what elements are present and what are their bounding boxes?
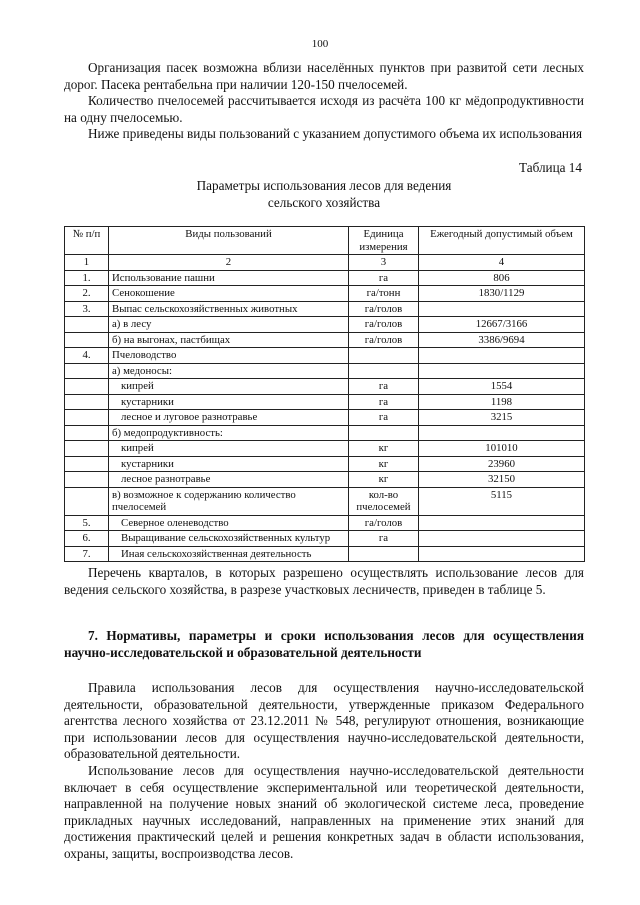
table-row <box>65 301 585 317</box>
table-row <box>65 472 585 488</box>
page-number: 100 <box>311 38 329 50</box>
numbering-cell: 2 <box>109 255 349 271</box>
row-value: 12667/3166 <box>419 317 585 333</box>
row-usage-type: Пчеловодство <box>109 348 349 364</box>
row-number <box>65 441 109 457</box>
numbering-cell: 3 <box>349 255 419 271</box>
table-row <box>65 348 585 364</box>
row-value: 806 <box>419 270 585 286</box>
table-row <box>65 546 585 562</box>
row-usage-type: лесное и луговое разнотравье <box>109 410 349 426</box>
row-usage-type: лесное разнотравье <box>109 472 349 488</box>
row-unit: га <box>349 394 419 410</box>
row-usage-type: кипрей <box>109 441 349 457</box>
row-unit: га <box>349 531 419 547</box>
table-label: Таблица 14 <box>519 160 582 175</box>
row-value <box>419 363 585 379</box>
table-row <box>65 456 585 472</box>
table-row <box>65 332 585 348</box>
row-unit: га/голов <box>349 301 419 317</box>
table-row <box>65 394 585 410</box>
row-number <box>65 472 109 488</box>
after-table-paragraph: Перечень кварталов, в которых разрешено осуществлять использование лесов для ведения сельского хозяйства, в разрезе участковых лесничеств, приведен в таблице 5. <box>64 565 584 597</box>
table-row <box>65 286 585 302</box>
row-number: 6. <box>65 531 109 547</box>
numbering-cell: 1 <box>65 255 109 271</box>
row-value: 3386/9694 <box>419 332 585 348</box>
row-unit: га/голов <box>349 317 419 333</box>
row-unit: га/голов <box>349 515 419 531</box>
row-number: 1. <box>65 270 109 286</box>
usage-parameters-table <box>64 226 585 562</box>
section-title: 7. Нормативы, параметры и сроки использования лесов для осуществления научно-исследовательской и образовательной деятельности <box>64 628 584 660</box>
table-row <box>65 363 585 379</box>
table-title-line-1: Параметры использования лесов для ведения <box>196 178 452 193</box>
table-row <box>65 270 585 286</box>
row-number <box>65 410 109 426</box>
row-number: 2. <box>65 286 109 302</box>
row-usage-type: Выращивание сельскохозяйственных культур <box>109 531 349 547</box>
row-unit: га <box>349 410 419 426</box>
row-number <box>65 487 109 515</box>
row-unit: га <box>349 270 419 286</box>
table-title-line-2: сельского хозяйства <box>267 195 381 210</box>
row-value <box>419 531 585 547</box>
row-number: 4. <box>65 348 109 364</box>
row-unit <box>349 425 419 441</box>
row-usage-type: кипрей <box>109 379 349 395</box>
row-value <box>419 348 585 364</box>
table-row <box>65 317 585 333</box>
row-unit: кол-во пчелосемей <box>349 487 419 515</box>
header-unit: Единица измерения <box>349 227 419 255</box>
table-row <box>65 410 585 426</box>
table-row <box>65 425 585 441</box>
row-number: 7. <box>65 546 109 562</box>
row-usage-type: Выпас сельскохозяйственных животных <box>109 301 349 317</box>
row-unit: га/тонн <box>349 286 419 302</box>
row-value: 1830/1129 <box>419 286 585 302</box>
row-number <box>65 317 109 333</box>
row-usage-type: кустарники <box>109 394 349 410</box>
header-number: № п/п <box>65 227 109 255</box>
header-annual-volume: Ежегодный допустимый объем <box>419 227 585 255</box>
row-unit: кг <box>349 441 419 457</box>
row-number <box>65 363 109 379</box>
row-value <box>419 301 585 317</box>
row-unit <box>349 363 419 379</box>
table-row <box>65 379 585 395</box>
row-usage-type: Использование пашни <box>109 270 349 286</box>
row-value: 5115 <box>419 487 585 515</box>
row-number <box>65 332 109 348</box>
row-unit: кг <box>349 472 419 488</box>
section-paragraph-2: Использование лесов для осуществления научно-исследовательской деятельности включает в себя осуществление экспериментальной или теоретической деятельности, направленной на получение новых знаний об экологической системе леса, проведение прикладных научных исследований, направленных на применение этих знаний для достижения практический целей и решения конкретных задач в области использования, охраны, защиты, воспроизводства лесов. <box>64 763 584 861</box>
row-number <box>65 394 109 410</box>
table-header-row <box>65 227 585 255</box>
table-row <box>65 515 585 531</box>
row-usage-type: б) медопродуктивность: <box>109 425 349 441</box>
table-row <box>65 487 585 515</box>
row-value <box>419 425 585 441</box>
row-usage-type: Иная сельскохозяйственная деятельность <box>109 546 349 562</box>
row-unit: га/голов <box>349 332 419 348</box>
row-value: 101010 <box>419 441 585 457</box>
row-number <box>65 456 109 472</box>
section-paragraph-1: Правила использования лесов для осуществления научно-исследовательской деятельности, образовательной деятельности, утвержденные приказом Федерального агентства лесного хозяйства от 23.12.2011 № 548, регулируют отношения, возникающие при использовании лесов для осуществления научно-исследовательской деятельности, образовательной деятельности. <box>64 680 584 761</box>
row-value: 3215 <box>419 410 585 426</box>
row-usage-type: в) возможное к содержанию количество пчелосемей <box>109 487 349 515</box>
intro-paragraph-2: Количество пчелосемей рассчитывается исходя из расчёта 100 кг мёдопродуктивности на одну пчелосемью. <box>64 93 584 125</box>
row-unit <box>349 348 419 364</box>
row-number: 5. <box>65 515 109 531</box>
table-numbering-row <box>65 255 585 271</box>
row-number <box>65 425 109 441</box>
row-value: 1198 <box>419 394 585 410</box>
row-usage-type: кустарники <box>109 456 349 472</box>
intro-paragraph-1: Организация пасек возможна вблизи населённых пунктов при развитой сети лесных дорог. Пасека рентабельна при наличии 120-150 пчелосемей. <box>64 60 584 92</box>
numbering-cell: 4 <box>419 255 585 271</box>
row-unit: га <box>349 379 419 395</box>
row-usage-type: а) медоносы: <box>109 363 349 379</box>
row-value: 1554 <box>419 379 585 395</box>
row-usage-type: а) в лесу <box>109 317 349 333</box>
row-unit <box>349 546 419 562</box>
row-usage-type: б) на выгонах, пастбищах <box>109 332 349 348</box>
header-usage-type: Виды пользований <box>109 227 349 255</box>
row-value: 32150 <box>419 472 585 488</box>
table-row <box>65 441 585 457</box>
row-usage-type: Северное оленеводство <box>109 515 349 531</box>
table-row <box>65 531 585 547</box>
row-value: 23960 <box>419 456 585 472</box>
row-number: 3. <box>65 301 109 317</box>
row-number <box>65 379 109 395</box>
intro-paragraph-3: Ниже приведены виды пользований с указанием допустимого объема их использования <box>88 126 583 141</box>
row-unit: кг <box>349 456 419 472</box>
row-value <box>419 515 585 531</box>
row-usage-type: Сенокошение <box>109 286 349 302</box>
row-value <box>419 546 585 562</box>
